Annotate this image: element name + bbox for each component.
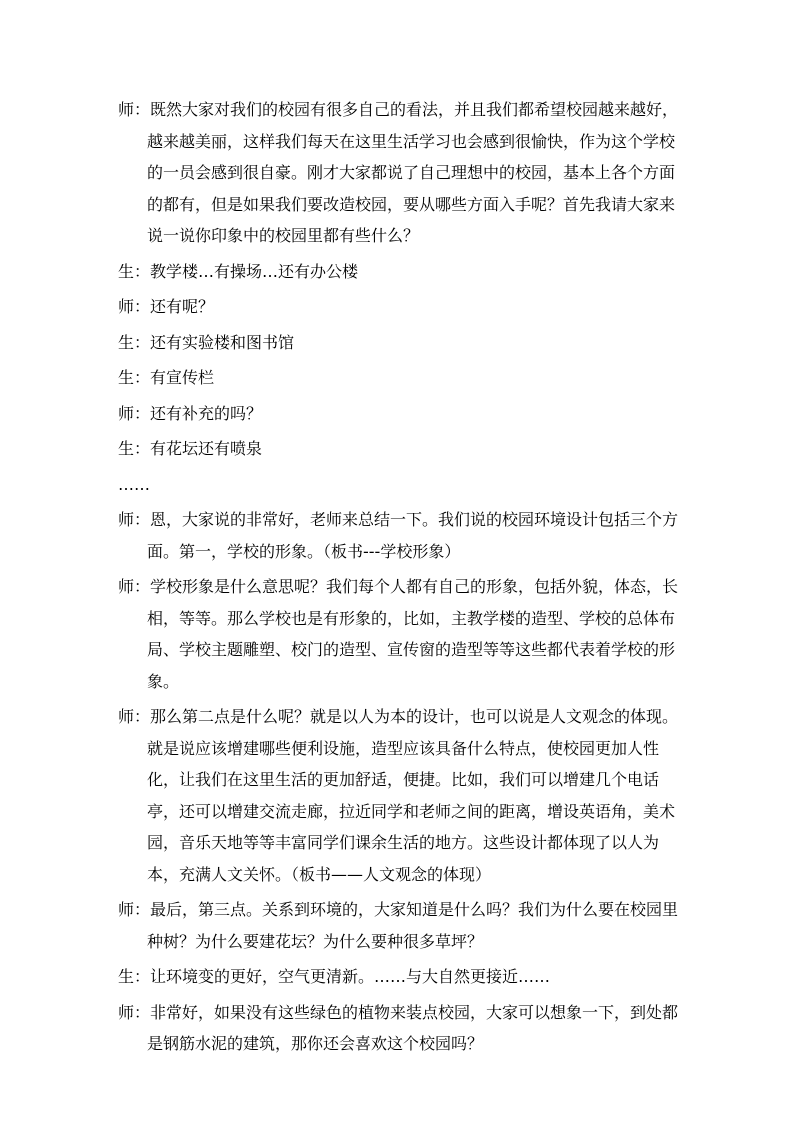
speaker-label: 师： [118, 297, 151, 316]
entry-text: 最后，第三点。关系到环境的，大家知道是什么吗？我们为什么要在校园里种树？为什么要建花坛？为什么要种很多草坪？ [147, 900, 679, 951]
dialogue-entry [118, 398, 684, 430]
entry-text: 有宣传栏 [150, 368, 215, 387]
dialogue-entry [118, 433, 684, 465]
dialogue-entry [118, 362, 684, 394]
entry-text: 有花坛还有喷泉 [150, 439, 263, 458]
speaker-label: 师： [118, 577, 151, 596]
speaker-label: 生： [118, 332, 151, 352]
dialogue-entry [118, 256, 684, 288]
speaker-label: 生： [118, 967, 151, 986]
dialogue-entry [118, 327, 684, 359]
entry-text: 既然大家对我们的校园有很多自己的看法，并且我们都希望校园越来越好，越来越美丽，这样我们每天在这里生活学习也会感到很愉快，作为这个学校的一员会感到很自豪。刚才大家都说了自己理想中的校园，基本上各个方面的都有，但是如果我们要改造校园，要从哪些方面入手呢？首先我请大家来说一说你印象中的校园里都有些什么？ [147, 100, 679, 245]
entry-text: 还有呢？ [150, 297, 215, 316]
speaker-label: 生： [118, 261, 151, 281]
speaker-label: 师： [118, 510, 151, 529]
dialogue-entry [118, 504, 684, 567]
dialogue-entry [118, 997, 684, 1060]
dialogue-entry [118, 94, 684, 252]
speaker-label: 师： [118, 1002, 151, 1022]
dialogue-body [118, 94, 684, 1064]
entry-text: 学校形象是什么意思呢？我们每个人都有自己的形象，包括外貌，体态，长相，等等。那么学校也是有形象的，比如，主教学楼的造型、学校的总体布局、学校主题雕塑、校门的造型、宣传窗的造型等等这些都代表着学校的形象。 [147, 577, 679, 691]
speaker-label: 生： [118, 368, 151, 387]
dialogue-entry [118, 701, 684, 890]
speaker-label: 师： [118, 100, 151, 119]
dialogue-entry [118, 961, 684, 993]
entry-text: …… [118, 474, 150, 494]
entry-text: 还有补充的吗？ [150, 403, 263, 423]
speaker-label: 生： [118, 439, 151, 458]
entry-text: 还有实验楼和图书馆 [150, 332, 295, 352]
dialogue-entry [118, 291, 684, 323]
speaker-label: 师： [118, 900, 151, 919]
entry-text: 恩，大家说的非常好，老师来总结一下。我们说的校园环境设计包括三个方面。第一，学校的形象。（板书---学校形象） [147, 510, 679, 561]
dialogue-ellipsis [118, 469, 684, 501]
dialogue-entry [118, 571, 684, 697]
entry-text: 让环境变的更好，空气更清新。……与大自然更接近…… [150, 967, 551, 986]
speaker-label: 师： [118, 707, 151, 726]
speaker-label: 师： [118, 403, 151, 423]
dialogue-entry [118, 894, 684, 957]
entry-text: 非常好，如果没有这些绿色的植物来装点校园，大家可以想象一下，到处都是钢筋水泥的建筑，那你还会喜欢这个校园吗？ [147, 1002, 679, 1053]
entry-text: 那么第二点是什么呢？就是以人为本的设计，也可以说是人文观念的体现。就是说应该增建哪些便利设施，造型应该具备什么特点，使校园更加人性化，让我们在这里生活的更加舒适，便捷。比如，我们可以增建几个电话亭，还可以增建交流走廊，拉近同学和老师之间的距离，增设英语角，美术园，音乐天地等等丰富同学们课余生活的地方。这些设计都体现了以人为本，充满人文关怀。（板书——人文观念的体现） [147, 707, 679, 884]
entry-text: 教学楼…有操场…还有办公楼 [150, 261, 359, 281]
